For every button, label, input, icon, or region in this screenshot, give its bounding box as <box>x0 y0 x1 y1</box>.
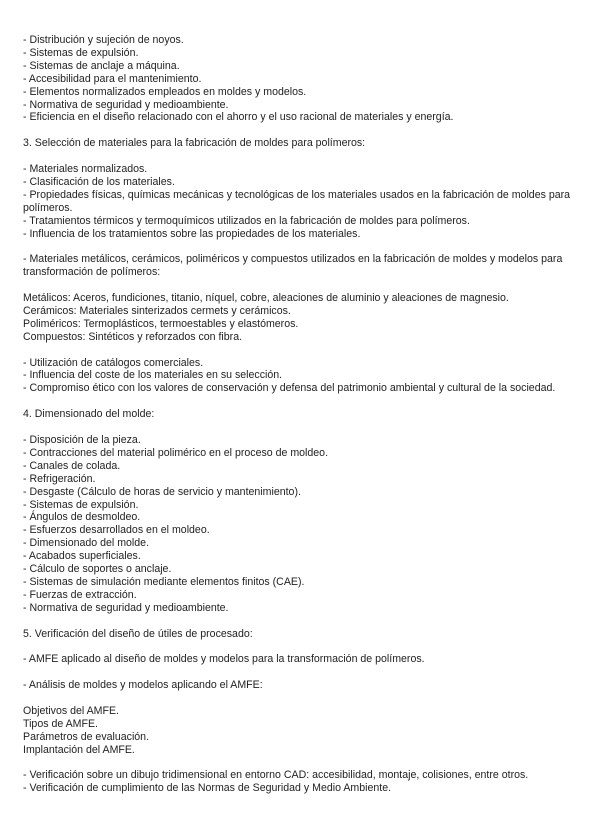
bullet-item: - Influencia de los tratamientos sobre las propiedades de los materiales. <box>23 227 361 240</box>
bullet-item: - Influencia del coste de los materiales en su selección. <box>23 369 283 382</box>
body-line: polímeros. <box>23 201 73 214</box>
blank-line <box>23 757 583 770</box>
bullet-item: - Distribución y sujeción de noyos. <box>23 34 184 46</box>
bullet-item: - Desgaste (Cálculo de horas de servicio y mantenimiento). <box>23 485 301 498</box>
blank-line <box>23 395 583 408</box>
bullet-item: - Dimensionado del molde. <box>23 537 150 550</box>
body-line: Objetivos del AMFE. <box>23 704 119 717</box>
blank-line <box>23 421 583 434</box>
bullet-item: - Materiales normalizados. <box>23 163 148 176</box>
bullet-item: - Tratamientos térmicos y termoquímicos utilizados en la fabricación de moldes para polímeros. <box>23 214 470 227</box>
bullet-item: - Fuerzas de extracción. <box>23 588 137 601</box>
blank-line <box>23 640 583 653</box>
blank-line <box>23 279 583 292</box>
bullet-item: - Clasificación de los materiales. <box>23 175 175 188</box>
body-line: Poliméricos: Termoplásticos, termoestables y elastómeros. <box>23 317 299 330</box>
section-heading: 5. Verificación del diseño de útiles de procesado: <box>23 627 253 640</box>
section-heading: 3. Selección de materiales para la fabricación de moldes para polímeros: <box>23 137 366 150</box>
bullet-item: - Refrigeración. <box>23 472 96 485</box>
bullet-item: - Materiales metálicos, cerámicos, poliméricos y compuestos utilizados en la fabricación de moldes y modelos para <box>23 253 563 266</box>
blank-line <box>23 666 583 679</box>
blank-line <box>23 150 583 163</box>
bullet-item: - AMFE aplicado al diseño de moldes y modelos para la transformación de polímeros. <box>23 653 425 666</box>
bullet-item: - Disposición de la pieza. <box>23 433 141 446</box>
bullet-item: - Accesibilidad para el mantenimiento. <box>23 72 202 85</box>
document-page <box>23 34 583 795</box>
bullet-item: - Canales de colada. <box>23 459 121 472</box>
bullet-item: - Ángulos de desmoldeo. <box>23 511 141 524</box>
body-line: Metálicos: Aceros, fundiciones, titanio, níquel, cobre, aleaciones de aluminio y aleaciones de magnesio. <box>23 292 509 305</box>
bullet-item: - Sistemas de expulsión. <box>23 46 139 59</box>
blank-line <box>23 615 583 628</box>
bullet-item: - Sistemas de expulsión. <box>23 498 139 511</box>
bullet-item: - Compromiso ético con los valores de conservación y defensa del patrimonio ambiental y cultural de la sociedad. <box>23 382 556 395</box>
bullet-item: - Normativa de seguridad y medioambiente. <box>23 601 229 614</box>
bullet-item: - Cálculo de soportes o anclaje. <box>23 563 172 576</box>
bullet-item: - Propiedades físicas, químicas mecánicas y tecnológicas de los materiales usados en la fabricación de moldes para <box>23 188 571 201</box>
blank-line <box>23 344 583 357</box>
bullet-item: - Elementos normalizados empleados en moldes y modelos. <box>23 85 307 98</box>
body-line: Tipos de AMFE. <box>23 717 98 730</box>
bullet-item: - Acabados superficiales. <box>23 550 141 563</box>
bullet-item: - Sistemas de anclaje a máquina. <box>23 59 180 72</box>
section-heading: 4. Dimensionado del molde: <box>23 408 155 421</box>
body-line: transformación de polímeros: <box>23 266 161 279</box>
bullet-item: - Análisis de moldes y modelos aplicando el AMFE: <box>23 679 263 692</box>
body-line: Compuestos: Sintéticos y reforzados con fibra. <box>23 330 243 343</box>
body-line: Implantación del AMFE. <box>23 743 135 756</box>
bullet-item: - Verificación sobre un dibujo tridimensional en entorno CAD: accesibilidad, montaje, colisiones, entre otros. <box>23 769 529 782</box>
blank-line <box>23 692 583 705</box>
bullet-item: - Sistemas de simulación mediante elementos finitos (CAE). <box>23 575 305 588</box>
bullet-item: - Esfuerzos desarrollados en el moldeo. <box>23 524 210 537</box>
body-line: Cerámicos: Materiales sinterizados cermets y cerámicos. <box>23 304 291 317</box>
bullet-item: - Normativa de seguridad y medioambiente. <box>23 98 229 111</box>
bullet-item: - Contracciones del material polimérico en el proceso de moldeo. <box>23 446 329 459</box>
bullet-item: - Utilización de catálogos comerciales. <box>23 356 204 369</box>
bullet-item: - Eficiencia en el diseño relacionado con el ahorro y el uso racional de materiales y energía. <box>23 111 454 124</box>
blank-line <box>23 124 583 137</box>
bullet-item: - Verificación de cumplimiento de las Normas de Seguridad y Medio Ambiente. <box>23 782 392 795</box>
blank-line <box>23 240 583 253</box>
body-line: Parámetros de evaluación. <box>23 730 150 743</box>
